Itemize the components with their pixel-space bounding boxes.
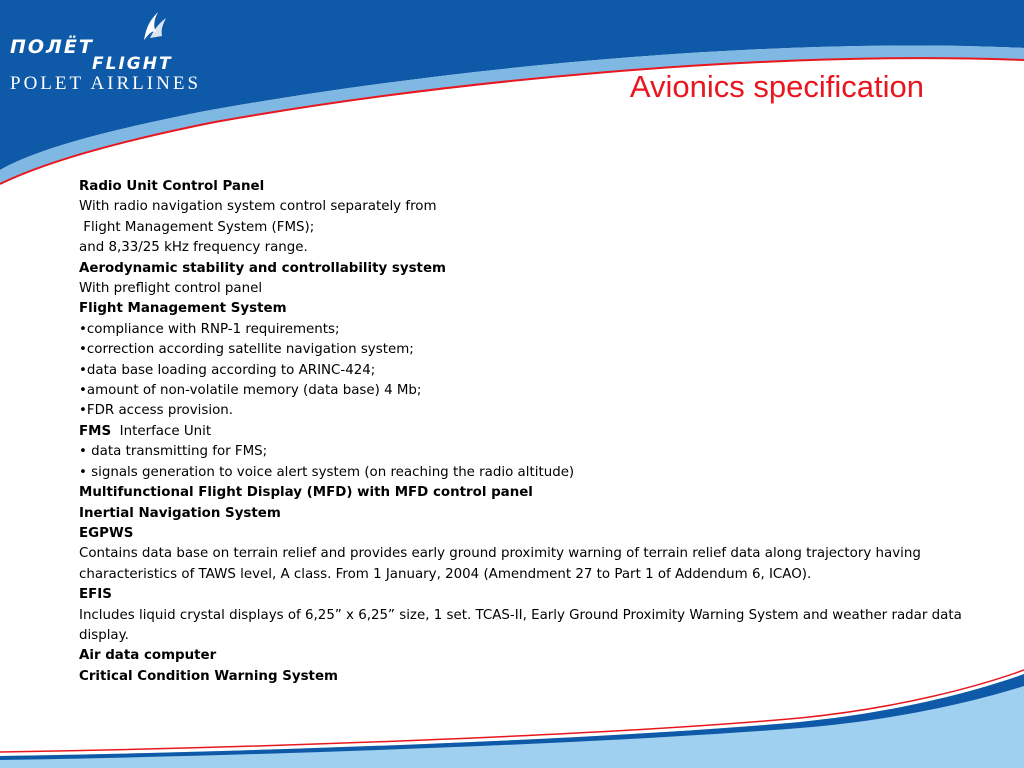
fms-interface-unit-item: • data transmitting for FMS; <box>79 444 268 460</box>
fms-interface-unit-bold: FMS <box>79 423 112 439</box>
efis-heading: EFIS <box>79 587 112 603</box>
spec-content <box>79 177 994 687</box>
aero-stability-heading: Aerodynamic stability and controllability system <box>79 260 446 276</box>
egpws-heading: EGPWS <box>79 525 134 541</box>
radio-unit-line: With radio navigation system control separately from <box>79 199 437 215</box>
egpws-description: Contains data base on terrain relief and provides early ground proximity warning of terrain relief data along trajectory having characteristics of TAWS level, A class. From 1 January, 2004 (Amendment 27 to Part 1 of Addendum 6, ICAO). <box>79 546 921 582</box>
fms-list-item: •FDR access provision. <box>79 403 234 419</box>
slide-title: Avionics specification <box>629 69 924 104</box>
efis-description: Includes liquid crystal displays of 6,25” x 6,25” size, 1 set. TCAS-II, Early Ground Proximity Warning System and weather radar data display. <box>79 607 962 643</box>
mfd-heading: Multifunctional Flight Display (MFD) with MFD control panel <box>79 485 533 501</box>
critical-condition-heading: Critical Condition Warning System <box>79 668 338 684</box>
fms-list-item: •amount of non-volatile memory (data base) 4 Mb; <box>79 383 422 399</box>
logo-wordmark-line1: ПОЛЁТ <box>10 36 94 58</box>
fms-interface-unit-rest: Interface Unit <box>111 423 212 439</box>
fms-list-item: •correction according satellite navigation system; <box>79 342 414 358</box>
fms-interface-unit-heading <box>79 422 994 442</box>
ins-heading: Inertial Navigation System <box>79 505 281 521</box>
fms-list-item: •data base loading according to ARINC-424; <box>79 362 376 378</box>
logo-airline-name: POLET AIRLINES <box>10 73 202 94</box>
logo-wordmark-line2: FLIGHT <box>92 54 173 74</box>
radio-unit-line: and 8,33/25 kHz frequency range. <box>79 240 308 256</box>
fms-heading: Flight Management System <box>79 301 287 317</box>
aero-stability-line: With preflight control panel <box>79 281 263 297</box>
bird-icon <box>134 8 168 42</box>
fms-interface-unit-item: • signals generation to voice alert system (on reaching the radio altitude) <box>79 464 575 480</box>
radio-unit-heading: Radio Unit Control Panel <box>79 179 265 194</box>
radio-unit-line: Flight Management System (FMS); <box>79 219 315 235</box>
airline-logo <box>6 8 206 92</box>
fms-list-item: •compliance with RNP-1 requirements; <box>79 321 340 337</box>
air-data-computer-heading: Air data computer <box>79 648 217 664</box>
